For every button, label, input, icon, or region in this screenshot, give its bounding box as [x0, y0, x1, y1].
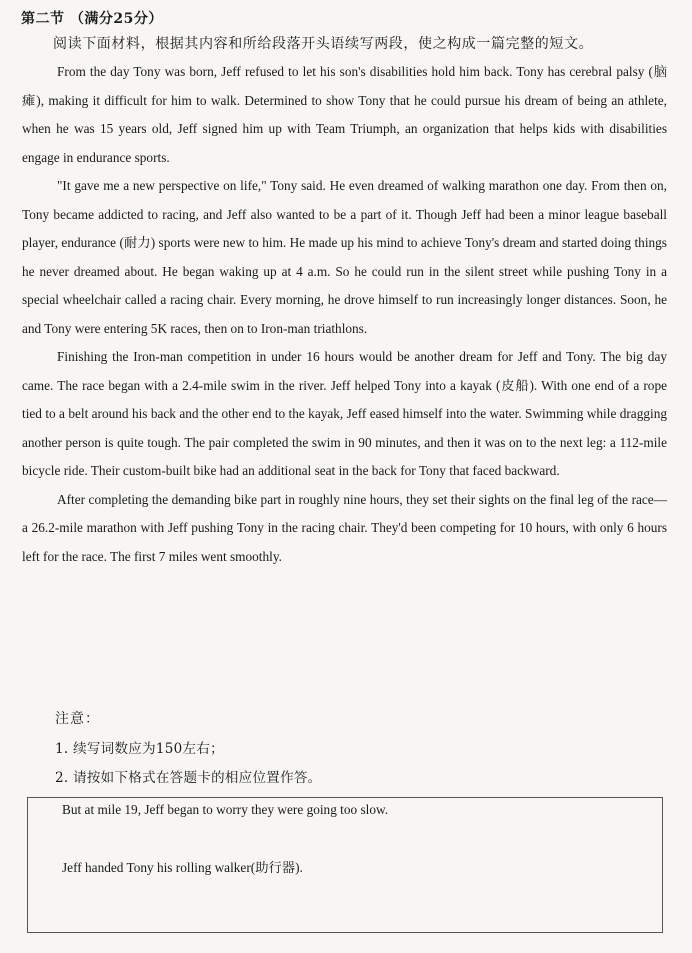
reading-passage: [22, 58, 667, 571]
notes-title: 注意：: [55, 711, 100, 727]
passage-paragraph-2: "It gave me a new perspective on life," Tony said. He even dreamed of walking marathon one day. From then on, Tony became addicted to racing, and Jeff also wanted to be a part of it. Though Jeff had been a minor league baseball player, endurance (耐力) sports were new to him. He made up his mind to achieve Tony's dream and started doing things he never dreamed about. He began waking up at 4 a.m. So he could run in the silent street while pushing Tony in a special wheelchair called a racing chair. Every morning, he drove himself to run increasingly longer distances. Soon, he and Tony were entering 5K races, then on to Iron-man triathlons.: [22, 178, 667, 336]
passage-paragraph-4: After completing the demanding bike part in roughly nine hours, they set their sights on the final leg of the race—a 26.2-mile marathon with Jeff pushing Tony in the racing chair. They'd been competing for 10 hours, with only 6 hours left for the race. The first 7 miles went smoothly.: [22, 491, 667, 564]
passage-paragraph-3: Finishing the Iron-man competition in under 16 hours would be another dream for Jeff and Tony. The big day came. The race began with a 2.4-mile swim in the river. Jeff helped Tony into a kayak (皮船). With one end of a rope tied to a belt around his back and the other end to the kayak, Jeff eased himself into the water. Swimming while dragging another person is quite tough. The pair completed the swim in 90 minutes, and then it was on to the next leg: a 112-mile bicycle ride. Their custom-built bike had an additional seat in the back for Tony that faced backward.: [22, 349, 667, 478]
paragraph-opener-2: Jeff handed Tony his rolling walker(助行器).: [62, 860, 303, 875]
note-word-count: 1. 续写词数应为150左右；: [55, 741, 224, 757]
passage-paragraph-1: From the day Tony was born, Jeff refused to let his son's disabilities hold him back. Tony has cerebral palsy (脑瘫), making it difficult for him to walk. Determined to show Tony that he could pursue his dream of being an athlete, when he was 15 years old, Jeff signed him up with Team Triumph, an organization that helps kids with disabilities engage in endurance sports.: [22, 64, 667, 165]
note-answer-format: 2. 请按如下格式在答题卡的相应位置作答。: [55, 770, 322, 786]
paragraph-opener-1: But at mile 19, Jeff began to worry they were going too slow.: [62, 802, 389, 817]
section-heading: 第二节 （满分25分）: [21, 11, 163, 27]
answer-box: [27, 797, 663, 933]
task-instruction: 阅读下面材料，根据其内容和所给段落开头语续写两段，使之构成一篇完整的短文。: [53, 36, 594, 52]
